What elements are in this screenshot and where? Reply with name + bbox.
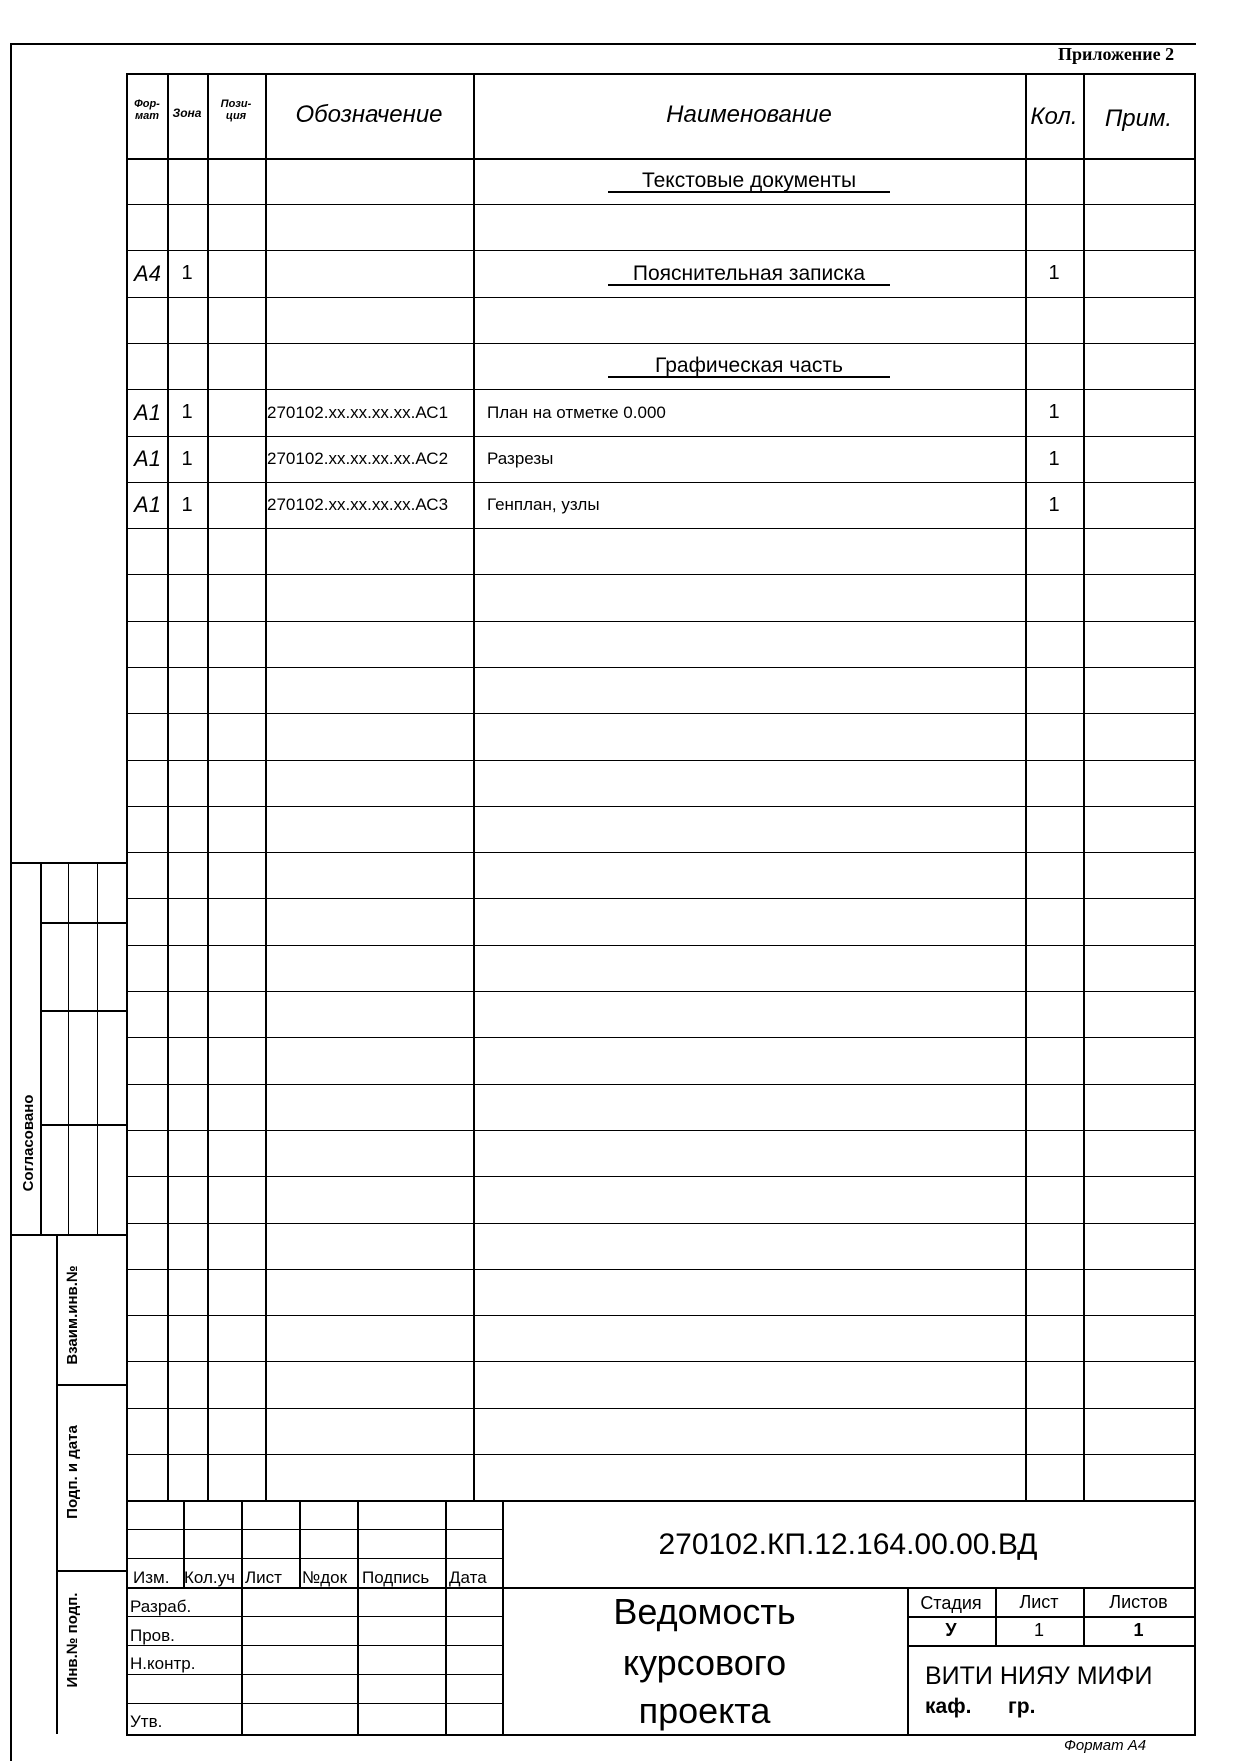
row-format — [128, 158, 167, 204]
row-format: А1 — [134, 446, 161, 471]
header-format-line1: Фор- — [134, 98, 160, 110]
side-sign-date-label: Подп. и дата — [64, 1425, 81, 1519]
main-frame-bottom — [126, 1734, 1196, 1736]
row-qty — [1025, 343, 1083, 389]
stamp-rule — [445, 1587, 447, 1734]
table-rule — [126, 1037, 1196, 1038]
side-agreed-label: Согласовано — [20, 1094, 37, 1192]
row-designation — [267, 204, 473, 250]
table-rule — [126, 806, 1196, 807]
row-zone — [167, 343, 207, 389]
side-rule — [40, 862, 42, 1234]
stamp-stage-label: Стадия — [920, 1593, 982, 1613]
row-format — [128, 343, 167, 389]
row-designation — [267, 343, 473, 389]
side-rule — [56, 1384, 126, 1386]
row-zone — [167, 158, 207, 204]
main-frame-right — [1194, 73, 1196, 1735]
header-name: Наименование — [666, 101, 832, 128]
main-frame-top — [126, 73, 1196, 75]
section-underline — [608, 284, 890, 286]
table-rule — [126, 667, 1196, 668]
stamp-rule — [126, 1500, 1196, 1502]
row-qty — [1025, 158, 1083, 204]
table-rule — [126, 1223, 1196, 1224]
table-rule — [126, 760, 1196, 761]
stamp-col-ndok: №док — [302, 1568, 348, 1587]
row-designation — [267, 158, 473, 204]
stamp-rule — [907, 1645, 1196, 1647]
row-designation — [267, 250, 473, 297]
table-rule — [126, 621, 1196, 622]
row-qty — [1025, 204, 1083, 250]
header-position-line2: ция — [225, 110, 247, 123]
table-rule — [126, 991, 1196, 992]
table-rule — [126, 898, 1196, 899]
document-title-line1: Ведомость — [613, 1591, 796, 1632]
table-rule — [126, 1269, 1196, 1270]
section-underline — [608, 376, 890, 378]
header-position — [207, 98, 265, 122]
stamp-role-nkontr: Н.контр. — [130, 1654, 196, 1673]
stamp-group: гр. — [1008, 1695, 1036, 1718]
row-designation: 270102.xx.xx.xx.xx.АС1 — [267, 402, 449, 422]
section-underline — [608, 191, 890, 193]
row-qty: 1 — [1048, 262, 1060, 284]
row-designation: 270102.xx.xx.xx.xx.АС3 — [267, 495, 449, 514]
side-rule — [40, 1124, 126, 1126]
stamp-sheets-label: Листов — [1109, 1592, 1168, 1612]
frame-left — [10, 43, 12, 1761]
side-interchange-label: Взаим.инв.№ — [64, 1265, 81, 1365]
row-name: Текстовые документы — [641, 169, 857, 192]
row-zone — [167, 204, 207, 250]
table-rule — [126, 1084, 1196, 1085]
row-zone: 1 — [181, 447, 193, 470]
header-qty: Кол. — [1030, 103, 1078, 130]
row-designation: 270102.xx.xx.xx.xx.АС2 — [267, 449, 449, 468]
side-inv-no-label: Инв.№ подп. — [64, 1592, 81, 1688]
row-name: Разрезы — [487, 449, 554, 468]
stamp-rule — [126, 1587, 1196, 1589]
table-column-rule — [207, 73, 209, 1500]
stamp-col-list: Лист — [245, 1568, 282, 1587]
side-rule — [56, 1570, 126, 1572]
stamp-rule — [907, 1616, 1196, 1618]
row-qty: 1 — [1048, 401, 1060, 423]
side-rule — [40, 1010, 126, 1012]
stamp-rule — [357, 1587, 359, 1734]
table-rule — [126, 528, 1196, 529]
appendix-label: Приложение 2 — [1058, 44, 1175, 64]
stamp-col-date: Дата — [449, 1568, 487, 1587]
header-position-line1: Пози- — [220, 98, 252, 110]
table-rule — [126, 1130, 1196, 1131]
side-rule — [40, 922, 126, 924]
stamp-rule — [357, 1500, 359, 1588]
row-format — [128, 204, 167, 250]
header-designation: Обозначение — [295, 101, 443, 128]
stamp-sheet-value: 1 — [1033, 1620, 1044, 1640]
row-qty: 1 — [1048, 493, 1060, 516]
stamp-col-kol: Кол.уч — [184, 1568, 235, 1587]
stamp-stage-value: У — [945, 1620, 957, 1640]
table-rule — [126, 1408, 1196, 1409]
stamp-organization: ВИТИ НИЯУ МИФИ — [925, 1662, 1153, 1690]
row-name — [487, 204, 1025, 250]
table-rule — [126, 1315, 1196, 1316]
row-format — [128, 297, 167, 343]
row-zone — [167, 297, 207, 343]
table-rule — [126, 1454, 1196, 1455]
table-rule — [126, 1176, 1196, 1177]
stamp-rule — [445, 1500, 447, 1588]
row-name: Генплан, узлы — [487, 495, 600, 514]
document-code: 270102.КП.12.164.00.00.ВД — [658, 1528, 1038, 1561]
table-rule — [126, 574, 1196, 575]
stamp-rule — [299, 1500, 301, 1588]
stamp-role-razrab: Разраб. — [130, 1597, 192, 1616]
stamp-col-sign: Подпись — [362, 1568, 430, 1587]
table-column-rule — [1083, 73, 1085, 1500]
side-rule — [10, 1234, 126, 1236]
row-designation — [267, 297, 473, 343]
stamp-department: каф. — [925, 1695, 972, 1718]
row-name: Графическая часть — [655, 354, 843, 377]
header-format — [127, 98, 167, 122]
table-rule — [126, 713, 1196, 714]
side-rule — [68, 862, 69, 1234]
stamp-role-prov: Пров. — [130, 1626, 175, 1645]
row-zone: 1 — [181, 262, 193, 284]
stamp-rule — [241, 1587, 243, 1734]
document-title-line2: курсового — [622, 1642, 787, 1683]
frame-top — [10, 43, 1196, 45]
stamp-role-utv: Утв. — [130, 1712, 163, 1731]
stamp-col-izm: Изм. — [133, 1568, 170, 1587]
row-format: А1 — [134, 492, 161, 517]
format-note: Формат А4 — [1064, 1737, 1147, 1754]
row-name — [487, 297, 1025, 343]
side-rule — [97, 862, 98, 1234]
stamp-sheet-label: Лист — [1019, 1592, 1059, 1612]
row-format: А4 — [134, 260, 161, 286]
stamp-sheets-value: 1 — [1133, 1620, 1144, 1640]
row-name: План на отметке 0.000 — [487, 402, 666, 422]
header-note: Прим. — [1104, 105, 1173, 132]
row-qty: 1 — [1048, 447, 1060, 470]
side-rule — [56, 1234, 58, 1734]
row-zone: 1 — [181, 401, 193, 423]
row-format: А1 — [134, 399, 161, 425]
row-zone: 1 — [181, 493, 193, 516]
header-zone: Зона — [172, 106, 202, 120]
document-title-line3: проекта — [638, 1690, 771, 1731]
table-rule — [126, 1361, 1196, 1362]
table-rule — [126, 852, 1196, 853]
stamp-rule — [241, 1500, 243, 1588]
table-rule — [126, 945, 1196, 946]
row-qty — [1025, 297, 1083, 343]
row-name: Пояснительная записка — [632, 261, 866, 285]
header-format-line2: мат — [134, 110, 160, 123]
